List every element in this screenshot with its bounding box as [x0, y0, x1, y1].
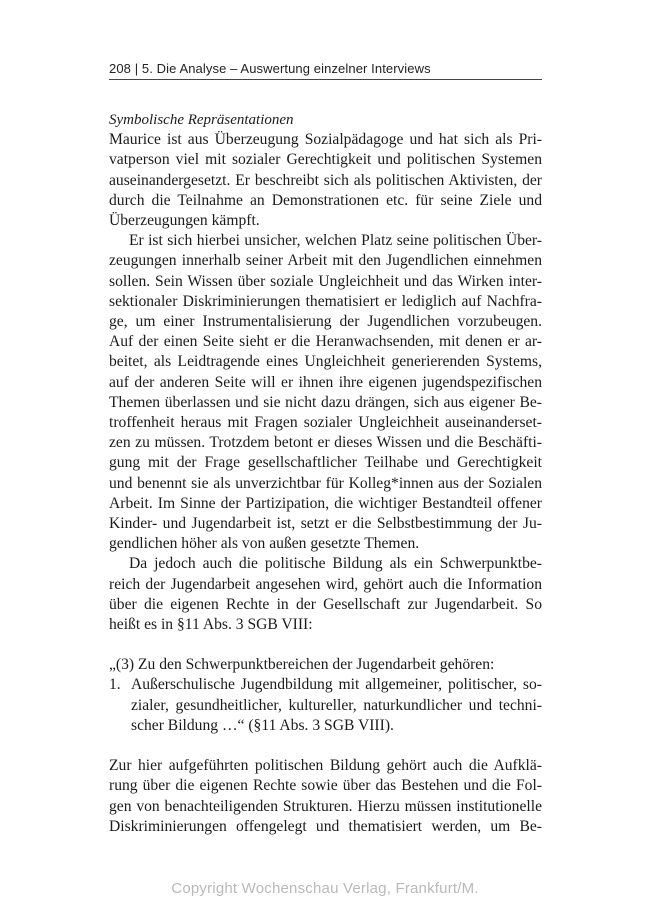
body-text	[109, 110, 542, 837]
copyright-watermark: Copyright Wochenschau Verlag, Frankfurt/M.	[171, 880, 479, 897]
text-line: heißt es in §11 Abs. 3 SGB VIII:	[109, 616, 313, 634]
paragraph-1	[109, 130, 542, 231]
text-line: Diskriminierungen offengelegt und thematisiert werden, um Be-	[109, 817, 542, 835]
section-heading: Symbolische Repräsentationen	[109, 112, 294, 128]
text-line: Er ist sich hierbei unsicher, welchen Platz seine politischen Über-	[129, 232, 542, 250]
running-head: 208 | 5. Die Analyse – Auswertung einzelner Interviews	[109, 61, 431, 76]
quote-intro: „(3) Zu den Schwerpunktbereichen der Jugendarbeit gehören:	[109, 656, 495, 674]
text-line: auseinandergesetzt. Er beschreibt sich als politischen Aktivisten, der	[109, 171, 542, 189]
paragraph-3	[109, 554, 542, 635]
text-line: Themen überlassen und sie nicht dazu drängen, sich aus eigener Be-	[109, 393, 542, 411]
text-line: zen zu müssen. Trotzdem betont er dieses Wissen und die Beschäfti-	[109, 434, 542, 452]
text-line: Auf der einen Seite sieht er die Heranwachsenden, mit denen er ar-	[109, 333, 542, 351]
text-line: reich der Jugendarbeit angesehen wird, gehört auch die Information	[109, 575, 542, 593]
text-line: sektionaler Diskriminierungen thematisiert er lediglich auf Nachfra-	[109, 292, 542, 310]
text-line: auf der anderen Seite will er ihnen ihre eigenen jugendspezifischen	[109, 373, 542, 391]
text-line: Da jedoch auch die politische Bildung als ein Schwerpunktbe-	[129, 555, 542, 573]
text-line: Außerschulische Jugendbildung mit allgemeiner, politischer, so-	[131, 676, 542, 694]
text-line: Überzeugungen kämpft.	[109, 212, 260, 230]
text-line: gen von benachteiligenden Strukturen. Hierzu müssen institutionelle	[109, 797, 542, 815]
header-rule	[109, 79, 542, 80]
block-quote	[109, 655, 542, 736]
text-line: sollen. Sein Wissen über soziale Ungleichheit und das Wirken inter-	[109, 272, 542, 290]
paragraph-4	[109, 756, 542, 837]
text-line: beitet, als Leidtragende eines Ungleichheit generierenden Systems,	[109, 353, 542, 371]
text-line: rung über die eigenen Rechte sowie über das Bestehen und die Fol-	[109, 777, 542, 795]
text-line: vatperson viel mit sozialer Gerechtigkeit und politischen Systemen	[109, 151, 542, 169]
text-line: gung mit der Frage gesellschaftlicher Teilhabe und Gerechtigkeit	[109, 454, 542, 472]
list-number: 1.	[109, 676, 121, 694]
text-line: Arbeit. Im Sinne der Partizipation, die wichtiger Bestandteil offener	[109, 494, 542, 512]
text-line: über die eigenen Rechte in der Gesellschaft zur Jugendarbeit. So	[109, 595, 542, 613]
text-line: gendlichen höher als von außen gesetzte Themen.	[109, 535, 420, 553]
text-line: Zur hier aufgeführten politischen Bildung gehört auch die Aufklä-	[109, 757, 542, 775]
text-line: ge, um einer Instrumentalisierung der Jugendlichen vorzubeugen.	[109, 313, 542, 331]
text-line: zeugungen innerhalb seiner Arbeit mit den Jugendlichen einnehmen	[109, 252, 542, 270]
text-line: durch die Teilnahme an Demonstrationen etc. für seine Ziele und	[109, 191, 542, 209]
text-line: scher Bildung …“ (§11 Abs. 3 SGB VIII).	[131, 716, 394, 734]
text-line: und benennt sie als unverzichtbar für Kolleg*innen aus der Sozialen	[109, 474, 542, 492]
quote-list-item	[109, 675, 542, 736]
text-line: troffenheit heraus mit Fragen sozialer Ungleichheit auseinanderset-	[109, 414, 542, 432]
paragraph-2	[109, 231, 542, 554]
text-line: Kinder- und Jugendarbeit ist, setzt er die Selbstbestimmung der Ju-	[109, 515, 542, 533]
text-line: zialer, gesundheitlicher, kultureller, naturkundlicher und techni-	[131, 696, 542, 714]
text-line: Maurice ist aus Überzeugung Sozialpädagoge und hat sich als Pri-	[109, 131, 542, 149]
